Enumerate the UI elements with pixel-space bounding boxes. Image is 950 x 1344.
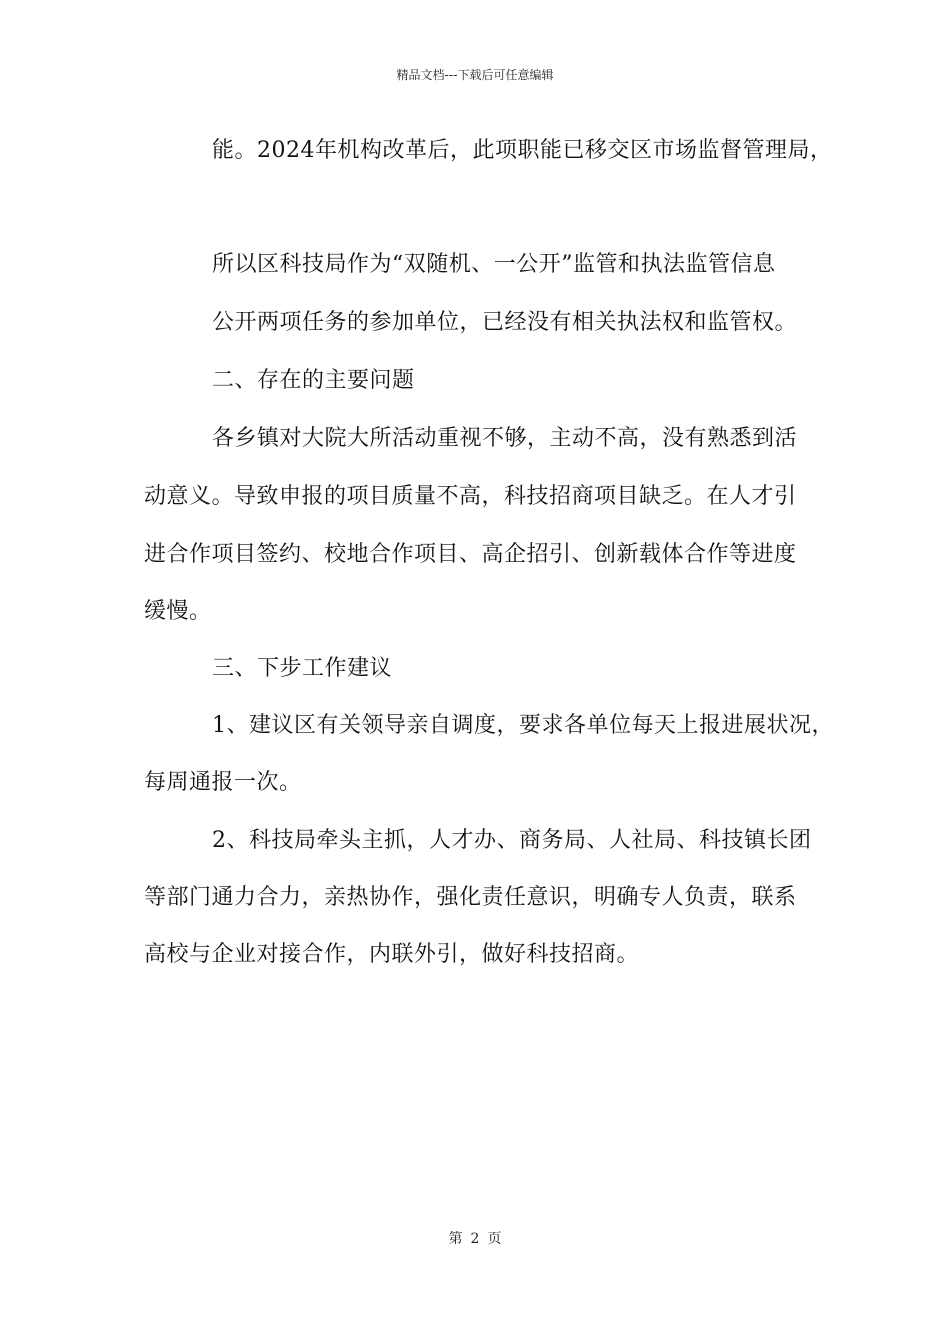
- body-line: 2、科技局牵头主抓，人才办、商务局、人社局、科技镇长团: [212, 828, 812, 853]
- page-number: 2: [470, 1231, 480, 1247]
- body-line: 动意义。导致申报的项目质量不高，科技招商项目缺乏。在人才引: [144, 484, 797, 509]
- body-line: 1、建议区有关领导亲自调度，要求各单位每天上报进展状况，: [212, 713, 834, 738]
- body-line: 所以区科技局作为“双随机、一公开”监管和执法监管信息: [212, 252, 776, 277]
- body-line: 缓慢。: [144, 599, 212, 624]
- body-line: 公开两项任务的参加单位，已经没有相关执法权和监管权。: [212, 310, 798, 335]
- body-line: 各乡镇对大院大所活动重视不够，主动不高，没有熟悉到活: [212, 426, 798, 451]
- body-line: 每周通报一次。: [144, 770, 302, 795]
- body-line: 进合作项目签约、校地合作项目、高企招引、创新载体合作等进度: [144, 542, 797, 567]
- section-heading: 二、存在的主要问题: [212, 368, 415, 393]
- section-heading: 三、下步工作建议: [212, 656, 393, 681]
- body-line: 能。2024年机构改革后，此项职能已移交区市场监督管理局，: [212, 138, 833, 163]
- document-header-note: 精品文档---下载后可任意编辑: [396, 68, 554, 82]
- body-line: 等部门通力合力，亲热协作，强化责任意识，明确专人负责，联系: [144, 885, 797, 910]
- page-prefix: 第: [448, 1231, 463, 1247]
- body-line: 高校与企业对接合作，内联外引，做好科技招商。: [144, 942, 640, 967]
- page-suffix: 页: [487, 1231, 502, 1247]
- page-footer: [0, 1228, 950, 1248]
